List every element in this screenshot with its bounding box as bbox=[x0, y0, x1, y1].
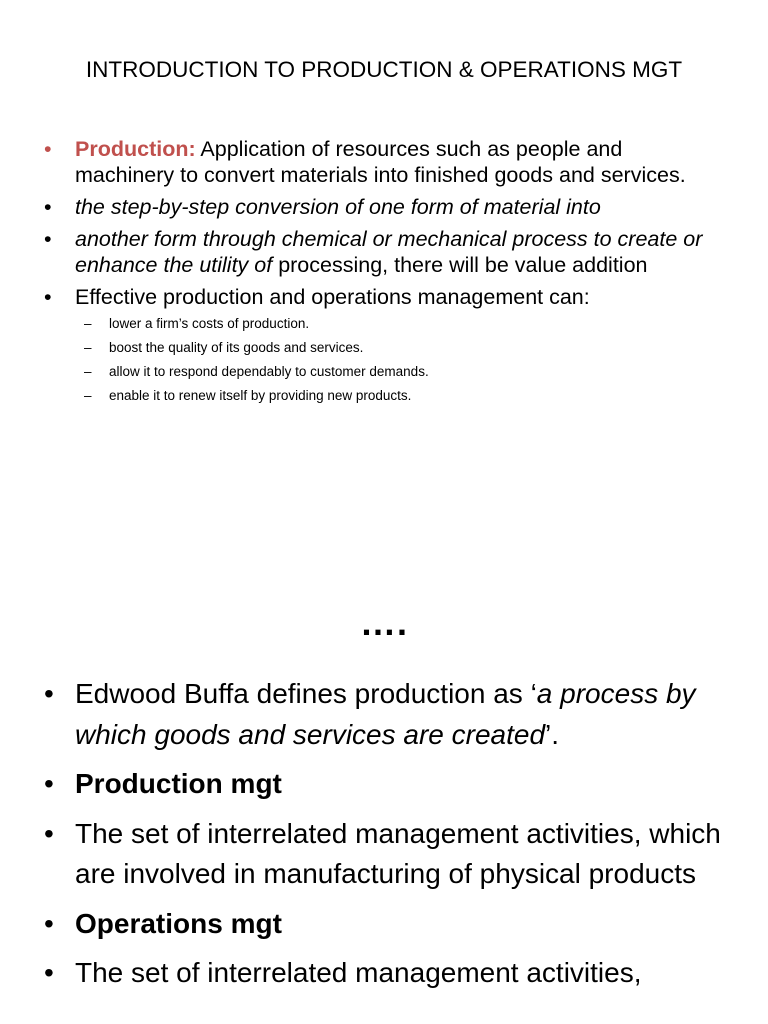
bullet-text: Effective production and operations management can: bbox=[75, 285, 590, 309]
bullet-text: Application of resources such as people and machinery to convert materials into finished goods and services. bbox=[75, 137, 686, 187]
bullet-item bbox=[44, 226, 724, 278]
bullet-marker: • bbox=[44, 678, 54, 709]
bullet-text-italic: a process by which goods and services are created bbox=[75, 678, 696, 750]
slide-title: INTRODUCTION TO PRODUCTION & OPERATIONS MGT bbox=[85, 57, 683, 82]
bullet-marker: • bbox=[44, 137, 52, 161]
bullet-marker: • bbox=[44, 817, 54, 849]
bullet-heading: Production mgt bbox=[75, 768, 282, 799]
sub-item-text: boost the quality of its goods and services. bbox=[109, 340, 364, 355]
bullet-text: The set of interrelated management activities, which are involved in manufacturing of physical products bbox=[75, 817, 721, 889]
sub-list bbox=[75, 314, 724, 405]
bullet-heading: Operations mgt bbox=[75, 907, 282, 939]
bullet-text: the step-by-step conversion of one form of material into bbox=[75, 195, 601, 219]
bullet-text-end: ’. bbox=[545, 718, 560, 750]
bullet-list bbox=[44, 674, 734, 1003]
bullet-text-italic: another form through chemical or mechanical process to create or enhance the utility of bbox=[75, 227, 703, 277]
bullet-item bbox=[44, 194, 724, 220]
sub-item-text: lower a firm’s costs of production. bbox=[109, 316, 310, 331]
bullet-marker: • bbox=[44, 768, 54, 799]
bullet-marker: • bbox=[44, 285, 52, 309]
sub-item bbox=[75, 362, 724, 381]
bullet-item bbox=[44, 814, 734, 895]
slide-2 bbox=[0, 590, 768, 1024]
dash-marker: – bbox=[84, 388, 92, 403]
bullet-marker: • bbox=[44, 227, 52, 251]
sub-item bbox=[75, 386, 724, 405]
bullet-marker: • bbox=[44, 907, 54, 939]
sub-item bbox=[75, 314, 724, 333]
dash-marker: – bbox=[84, 316, 92, 331]
bullet-text: Edwood Buffa defines production as ‘ bbox=[75, 678, 537, 709]
bullet-text: The set of interrelated management activities, bbox=[75, 957, 642, 988]
bullet-item bbox=[44, 904, 734, 945]
bullet-list bbox=[44, 136, 724, 411]
bullet-item bbox=[44, 764, 734, 805]
term-production: Production: bbox=[75, 137, 196, 161]
sub-item-text: enable it to renew itself by providing new products. bbox=[109, 388, 412, 403]
bullet-item bbox=[44, 953, 734, 994]
sub-item bbox=[75, 338, 724, 357]
bullet-marker: • bbox=[44, 957, 54, 988]
sub-item-text: allow it to respond dependably to customer demands. bbox=[109, 364, 429, 379]
dash-marker: – bbox=[84, 340, 92, 355]
dash-marker: – bbox=[84, 364, 92, 379]
slide-heading: …. bbox=[359, 602, 408, 643]
bullet-marker: • bbox=[44, 195, 52, 219]
bullet-item bbox=[44, 674, 734, 755]
bullet-text: processing, there will be value addition bbox=[272, 253, 648, 277]
bullet-item bbox=[44, 136, 724, 188]
bullet-item bbox=[44, 284, 724, 405]
